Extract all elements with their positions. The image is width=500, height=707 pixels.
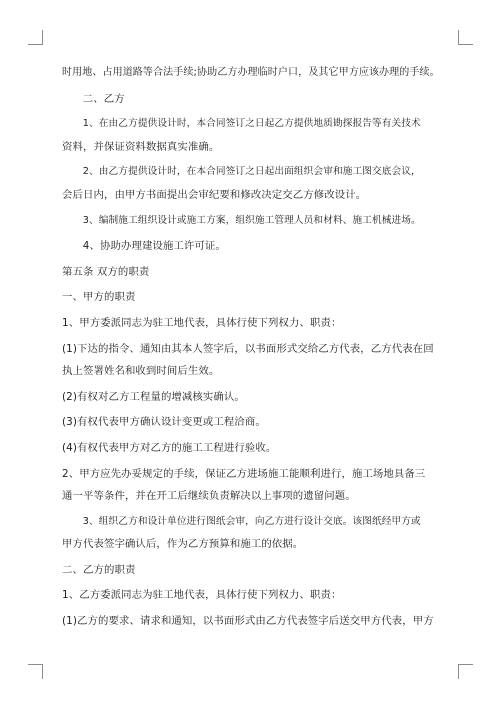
paragraph-12: (4)有权代表甲方对乙方的施工工程进行验收。 <box>62 441 277 454</box>
article-heading-5: 第五条 双方的职责 <box>62 265 150 278</box>
section-heading-party-b: 二、乙方 <box>82 92 125 105</box>
paragraph-13: 2、甲方应先办妥规定的手续，保证乙方进场施工能顺利进行，施工场地具备三 通一平等条件，并在开工后继续负责解决以上事项的遗留问题。 <box>62 467 426 503</box>
paragraph-5: 4、协助办理建设施工许可证。 <box>82 240 226 253</box>
paragraph-8: 1、甲方委派同志为驻工地代表，具体行使下列权力、职责： <box>62 316 342 329</box>
crop-mark-bottom-right <box>458 664 473 679</box>
paragraph-3: 2、由乙方提供设计时，在本合同签订之日起出面组织会审和施工图交底会议， 会后日内，由甲方书面提出会审纪要和修改决定交乙方修改设计。 <box>62 166 421 201</box>
paragraph-17: (1)乙方的要求、请求和通知，以书面形式由乙方代表签字后送交甲方代表，甲方 <box>62 615 434 628</box>
paragraph-0: 时用地、占用道路等合法手续;协助乙方办理临时户口，及其它甲方应该办理的手续。 <box>62 67 440 78</box>
paragraph-16: 1、乙方委派同志为驻工地代表，具体行使下列权力、职责： <box>62 589 342 602</box>
paragraph-14: 3、组织乙方和设计单位进行图纸会审，向乙方进行设计交底。该图纸经甲方或 甲方代表签字确认后，作为乙方预算和施工的依据。 <box>62 515 421 551</box>
section-heading-party-a-duties: 一、甲方的职责 <box>62 291 136 304</box>
crop-mark-top-left <box>28 30 43 45</box>
document-body <box>62 62 440 636</box>
paragraph-10: (2)有权对乙方工程量的增减核实确认。 <box>62 390 245 403</box>
paragraph-11: (3)有权代表甲方确认设计变更或工程洽商。 <box>62 416 266 429</box>
section-heading-party-b-duties: 二、乙方的职责 <box>62 563 136 576</box>
crop-mark-bottom-left <box>28 664 43 679</box>
crop-mark-top-right <box>458 30 473 45</box>
paragraph-4: 3、编制施工组织设计或施工方案，组织施工管理人员和材料、施工机械进场。 <box>82 214 421 226</box>
paragraph-9: (1)下达的指令、通知由其本人签字后，以书面形式交给乙方代表，乙方代表在回 执上签署姓名和收到时间后生效。 <box>62 342 434 378</box>
paragraph-2: 1、在由乙方提供设计时，本合同签订之日起乙方提供地质勘探报告等有关技术 资料，并保证资料数据真实准确。 <box>62 118 421 153</box>
